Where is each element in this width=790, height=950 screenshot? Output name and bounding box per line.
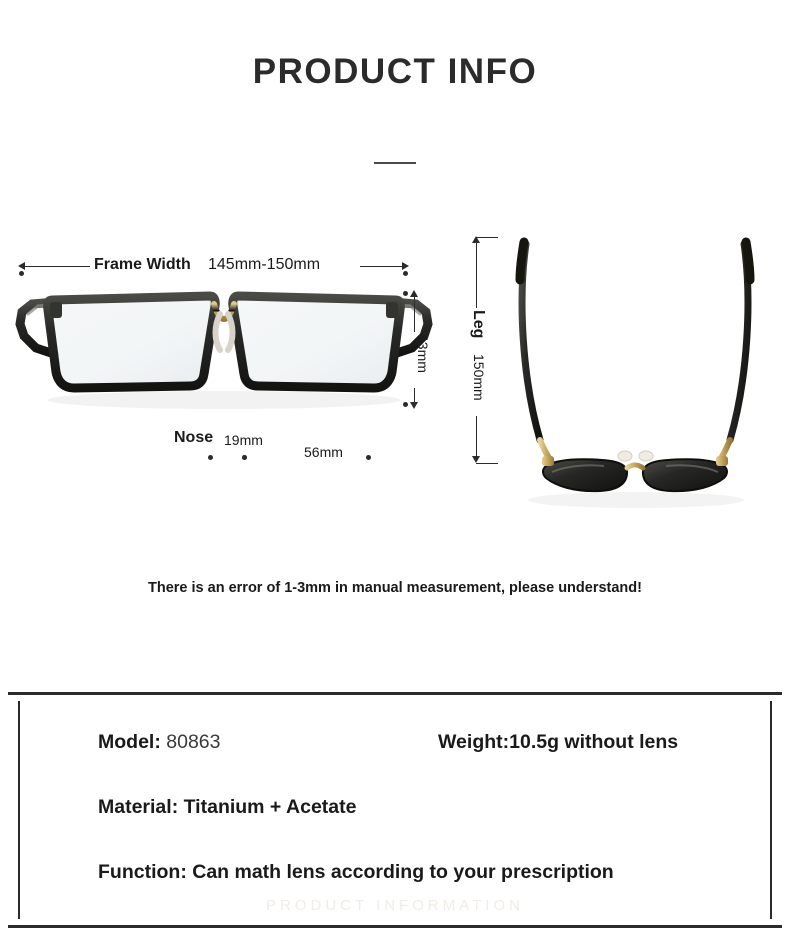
nose-label: Nose <box>174 429 214 446</box>
front-view-panel <box>0 216 450 546</box>
material-value: Titanium + Acetate <box>183 796 357 818</box>
spec-model <box>98 731 220 754</box>
lens-height-arrow-bottom <box>410 402 418 409</box>
model-label: Model: <box>98 731 161 753</box>
nose-dot-left <box>208 455 213 460</box>
spec-function <box>98 861 614 884</box>
frame-width-line-right <box>360 266 402 267</box>
lens-height-line-top <box>414 296 415 332</box>
spec-material <box>98 796 356 819</box>
leg-value: 150mm <box>471 354 487 401</box>
lens-height-dot-bottom <box>403 402 408 407</box>
leg-label: Leg <box>470 310 487 339</box>
lens-height-value: 43mm <box>415 334 431 373</box>
glasses-top-view-illustration <box>494 228 784 518</box>
lens-width-dot-left <box>242 455 247 460</box>
nose-value: 19mm <box>224 432 263 448</box>
lens-width-value: 56mm <box>304 444 343 460</box>
spec-weight: Weight:10.5g without lens <box>438 731 679 753</box>
title-divider <box>374 162 416 164</box>
function-label: Function: <box>98 861 187 883</box>
material-label: Material: <box>98 796 179 818</box>
lens-height-dot-top <box>403 291 408 296</box>
frame-width-value: 145mm-150mm <box>208 256 321 273</box>
function-value: Can math lens according to your prescription <box>192 861 614 883</box>
leg-line-top <box>476 242 477 308</box>
frame-width-line-left <box>24 266 90 267</box>
lens-width-dot-right <box>366 455 371 460</box>
frame-width-label: Frame Width <box>94 256 191 273</box>
frame-width-arrow-right <box>402 262 409 270</box>
frame-width-dot-right <box>403 271 408 276</box>
frame-width-dot-left <box>19 271 24 276</box>
leg-line-bottom <box>476 416 477 456</box>
page-title: PRODUCT INFO <box>252 52 538 91</box>
glasses-front-view-illustration <box>14 278 434 428</box>
spec-box-inner-border <box>18 701 772 919</box>
leg-arrow-bottom <box>472 456 480 463</box>
diagram-section <box>0 216 790 546</box>
spec-box <box>8 692 782 928</box>
measurement-disclaimer: There is an error of 1-3mm in manual measurement, please understand! <box>148 580 642 596</box>
watermark-text: PRODUCT INFORMATION <box>266 897 524 914</box>
top-view-panel <box>450 216 790 546</box>
model-value: 80863 <box>166 731 221 753</box>
